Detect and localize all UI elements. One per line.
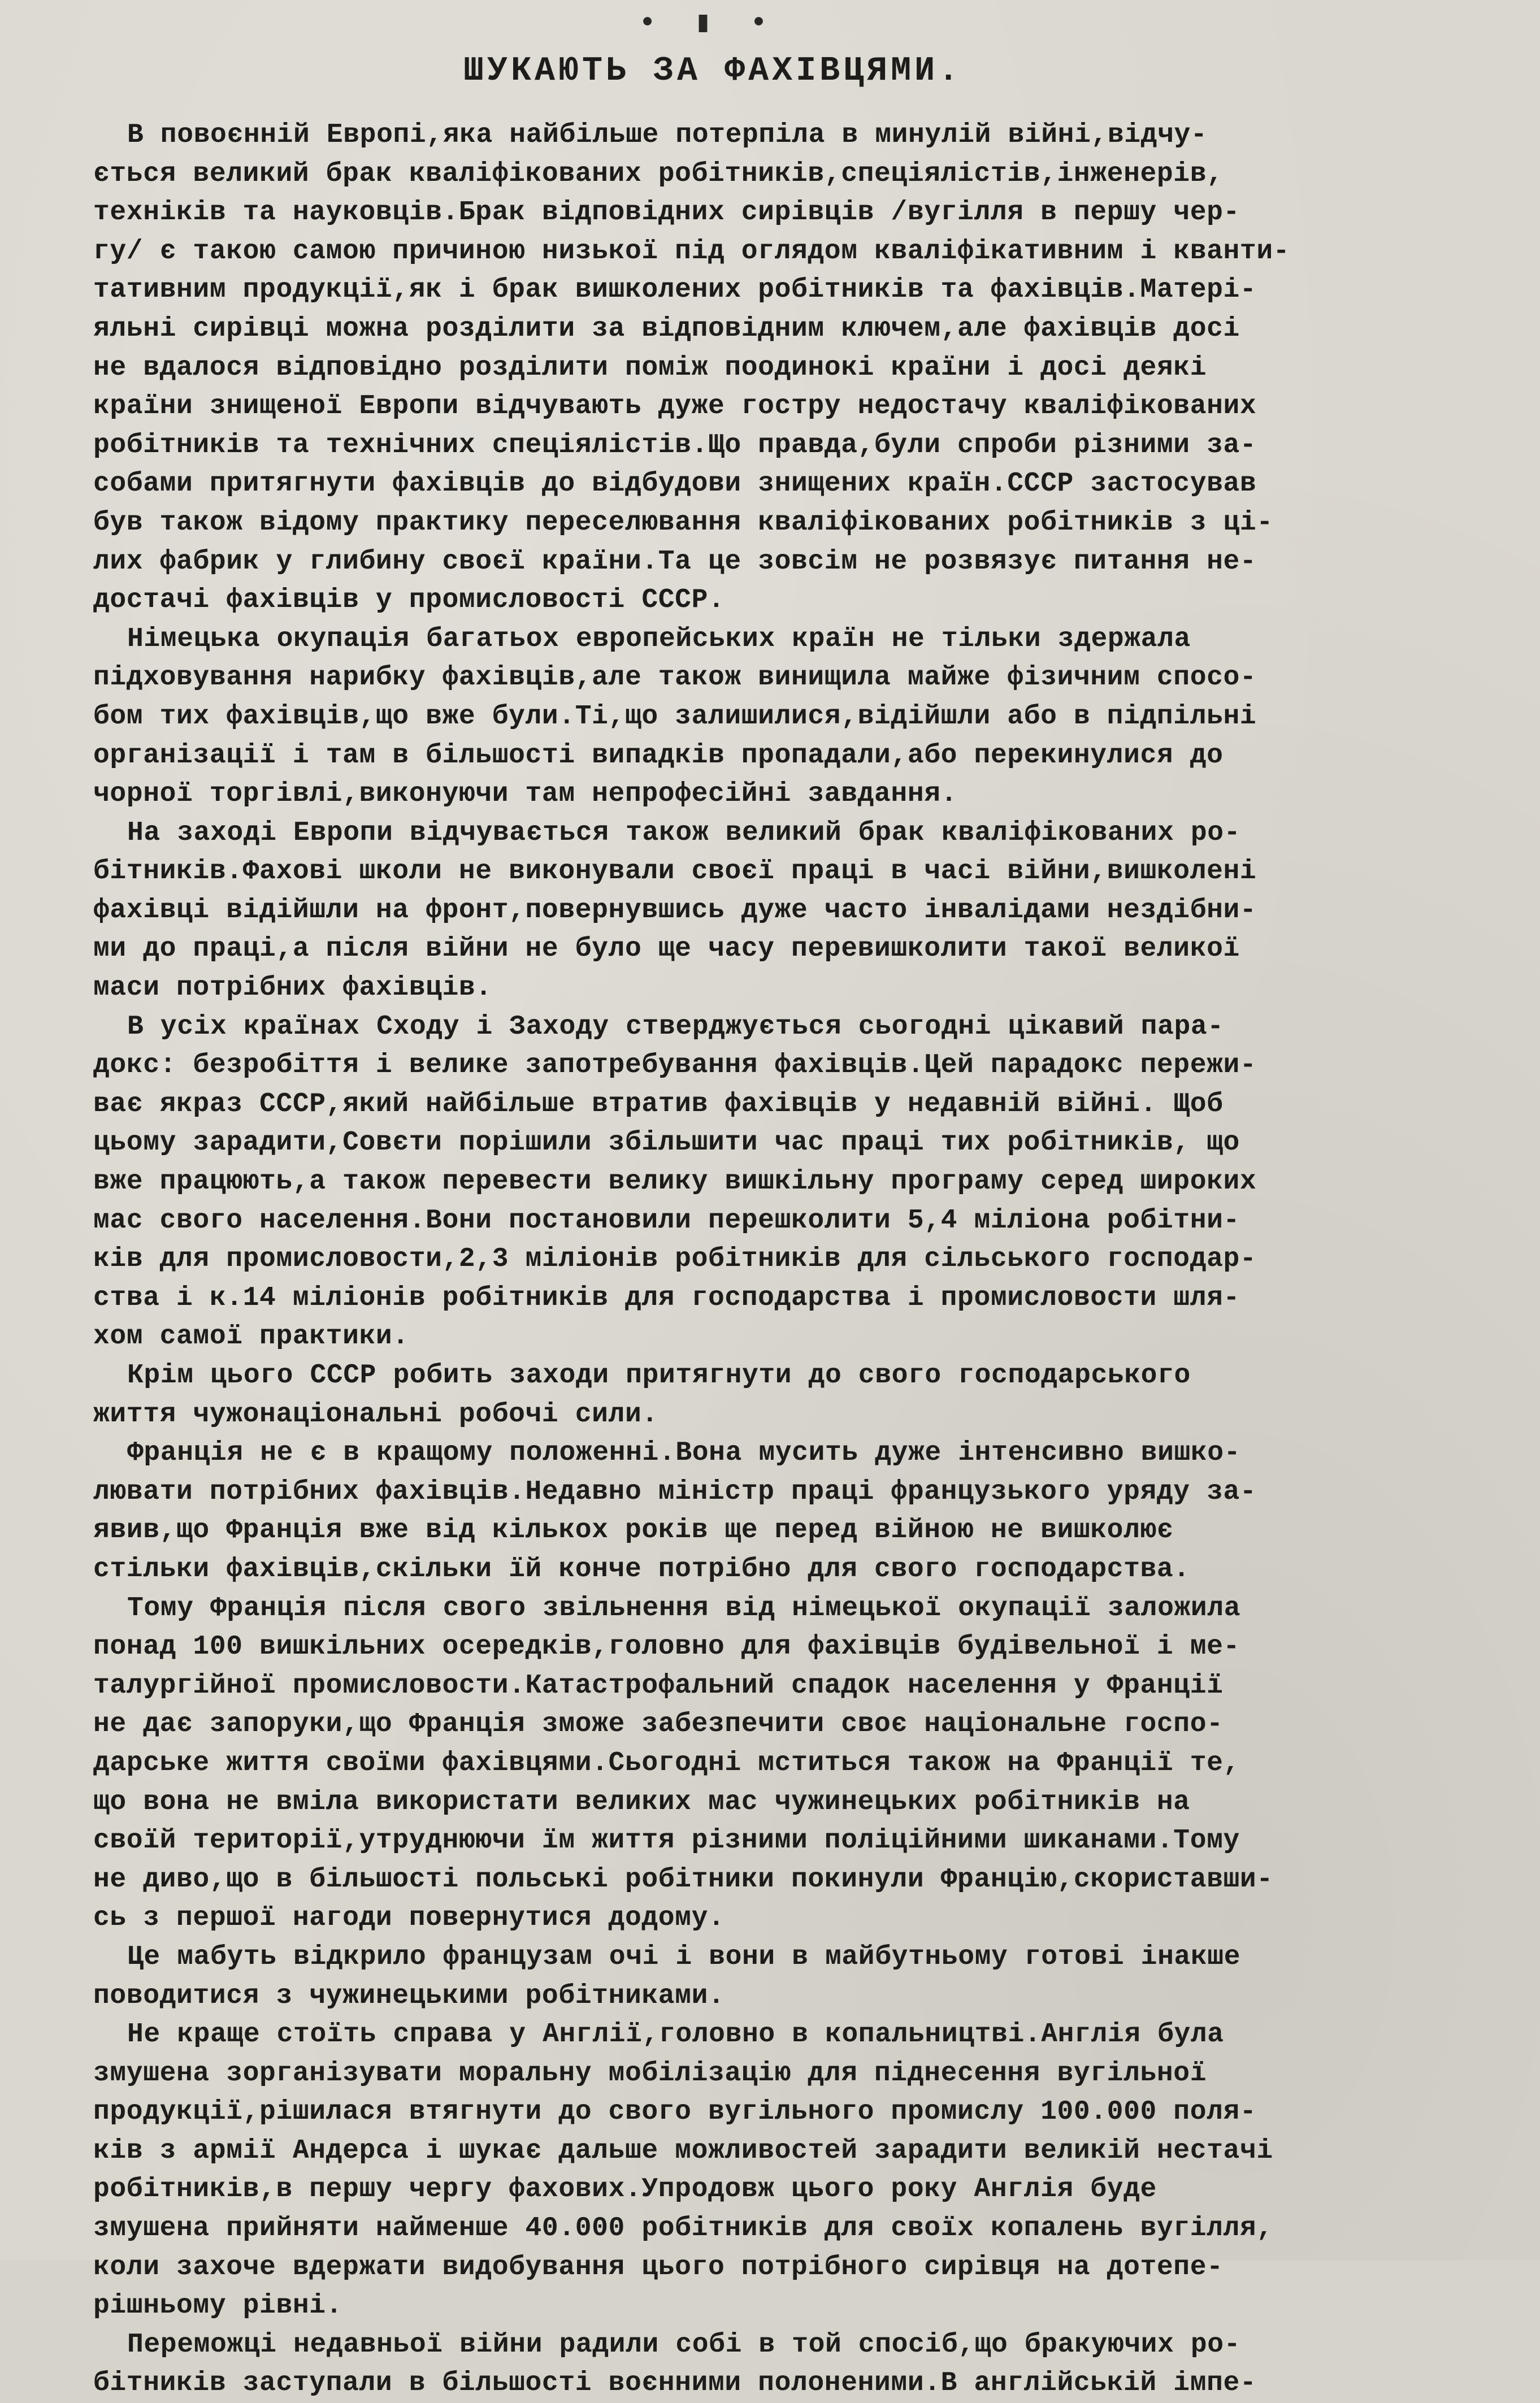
text-line: ства і к.14 міліонів робітників для господарства і промисловости шля- (93, 1282, 1240, 1313)
text-line: талургійної промисловости.Катастрофальний спадок населення у Франції (93, 1670, 1224, 1701)
text-line: сь з першої нагоди повернутися додому. (93, 1903, 725, 1934)
text-line: робітників,в першу чергу фахових.Упродовж цього року Англія буде (93, 2174, 1157, 2205)
header-marks: • ▮ • (639, 7, 778, 40)
text-line: фахівці відійшли на фронт,повернувшись дуже часто інвалідами нездібни- (93, 895, 1257, 926)
text-line: яльні сирівці можна розділити за відповідним ключем,але фахівців досі (93, 313, 1240, 344)
body-text (93, 116, 1495, 2403)
text-line: поводитися з чужинецькими робітниками. (93, 1980, 725, 2011)
text-line: цьому зарадити,Совєти порішили збільшити час праці тих робітників, що (93, 1127, 1240, 1159)
text-line: бітників.Фахові школи не виконували своєї праці в часі війни,вишколені (93, 856, 1257, 887)
text-line: техніків та науковців.Брак відповідних сирівців /вугілля в першу чер- (93, 197, 1240, 228)
text-line: чорної торгівлі,виконуючи там непрофесійні завдання. (93, 779, 958, 810)
text-line: країни знищеної Европи відчувають дуже гостру недостачу кваліфікованих (93, 391, 1257, 422)
text-line: хом самої практики. (93, 1321, 409, 1352)
text-line: маси потрібних фахівців. (93, 973, 492, 1004)
text-line: Переможці недавньої війни радили собі в той спосіб,що бракуючих ро- (127, 2329, 1241, 2360)
text-line: гу/ є такою самою причиною низької під оглядом кваліфікативним і кванти- (93, 236, 1290, 267)
text-line: ків з армії Андерса і шукає дальше можливостей зарадити великій нестачі (93, 2135, 1273, 2166)
text-line: організації і там в більшості випадків пропадали,або перекинулися до (93, 740, 1224, 771)
text-line: лих фабрик у глибину своєї країни.Та це зовсім не розвязує питання не- (93, 546, 1257, 577)
text-line: життя чужонаціональні робочі сили. (93, 1399, 658, 1430)
text-line: що вона не вміла використати великих мас чужинецьких робітників на (93, 1786, 1190, 1818)
text-line: змушена зорганізувати моральну мобілізацію для піднесення вугільної (93, 2058, 1207, 2089)
text-line: мас свого населення.Вони постановили перешколити 5,4 міліона робітни- (93, 1205, 1240, 1236)
text-line: дарське життя своїми фахівцями.Сьогодні мститься також на Франції те, (93, 1747, 1240, 1779)
text-line: Це мабуть відкрило французам очі і вони в майбутньому готові інакше (127, 1941, 1241, 1972)
text-line: коли захоче вдержати видобування цього потрібного сирівця на дотепе- (93, 2252, 1224, 2283)
text-line: робітників та технічних спеціялістів.Що правда,були спроби різними за- (93, 430, 1257, 461)
text-line: бітників заступали в більшості воєнними полоненими.В англійській імпе- (93, 2368, 1257, 2399)
text-line: ває якраз СССР,який найбільше втратив фахівців у недавній війні. Щоб (93, 1088, 1224, 1120)
document-title: ШУКАЮТЬ ЗА ФАХІВЦЯМИ. (463, 52, 962, 90)
text-line: В повоєнній Европі,яка найбільше потерпіла в минулій війні,відчу- (127, 120, 1208, 150)
text-line: не вдалося відповідно розділити поміж поодинокі країни і досі деякі (93, 352, 1207, 383)
text-line: Крім цього СССР робить заходи притягнути до свого господарського (127, 1360, 1191, 1391)
text-line: понад 100 вишкільних осередків,головно для фахівців будівельної і ме- (93, 1632, 1240, 1663)
text-line: ється великий брак кваліфікованих робітників,спеціялістів,інженерів, (93, 158, 1224, 189)
text-line: На заході Европи відчувається також великий брак кваліфікованих ро- (127, 817, 1241, 848)
text-line: Не краще стоїть справа у Англії,головно в копальництві.Англія була (127, 2019, 1224, 2050)
text-line: тативним продукції,як і брак вишколених робітників та фахівців.Матері- (93, 275, 1257, 306)
text-line: бом тих фахівців,що вже були.Ті,що залишилися,відійшли або в підпільні (93, 701, 1257, 732)
text-line: продукції,рішилася втягнути до свого вугільного промислу 100.000 поля- (93, 2097, 1257, 2128)
text-line: В усіх країнах Сходу і Заходу стверджується сьогодні цікавий пара- (127, 1011, 1224, 1042)
text-line: Франція не є в кращому положенні.Вона мусить дуже інтенсивно вишко- (127, 1438, 1241, 1469)
text-line: рішньому рівні. (93, 2291, 343, 2322)
text-line: вже працюють,а також перевести велику вишкільну програму серед широких (93, 1166, 1257, 1198)
text-line: достачі фахівців у промисловості СССР. (93, 585, 725, 616)
text-line: ків для промисловости,2,3 міліонів робітників для сільського господар- (93, 1244, 1257, 1275)
text-line: не диво,що в більшості польські робітники покинули Францію,скориставши- (93, 1864, 1273, 1895)
text-line: явив,що Франція вже від кількох років ще перед війною не вишколює (93, 1515, 1174, 1546)
text-line: змушена прийняти найменше 40.000 робітників для своїх копалень вугілля, (93, 2213, 1273, 2244)
text-line: ми до праці,а після війни не було ще часу перевишколити такої великої (93, 934, 1240, 965)
text-line: докс: безробіття і велике запотребування фахівців.Цей парадокс пережи- (93, 1050, 1257, 1081)
text-line: собами притягнути фахівців до відбудови знищених країн.СССР застосував (93, 469, 1257, 500)
text-line: підховування нарибку фахівців,але також винищила майже фізичним спосо- (93, 662, 1257, 693)
text-line: стільки фахівців,скільки їй конче потрібно для свого господарства. (93, 1554, 1190, 1585)
text-line: лювати потрібних фахівців.Недавно міністр праці французького уряду за- (93, 1476, 1257, 1507)
text-line: своїй території,утруднюючи їм життя різними поліційними шиканами.Тому (93, 1825, 1240, 1857)
text-line: не дає запоруки,що Франція зможе забезпечити своє національне госпо- (93, 1709, 1224, 1740)
text-line: Німецька окупація багатьох европейських країн не тільки здержала (127, 623, 1191, 654)
text-line: Тому Франція після свого звільнення від німецької окупації заложила (127, 1593, 1241, 1624)
text-line: був також відому практику переселювання кваліфікованих робітників з ці- (93, 507, 1273, 538)
